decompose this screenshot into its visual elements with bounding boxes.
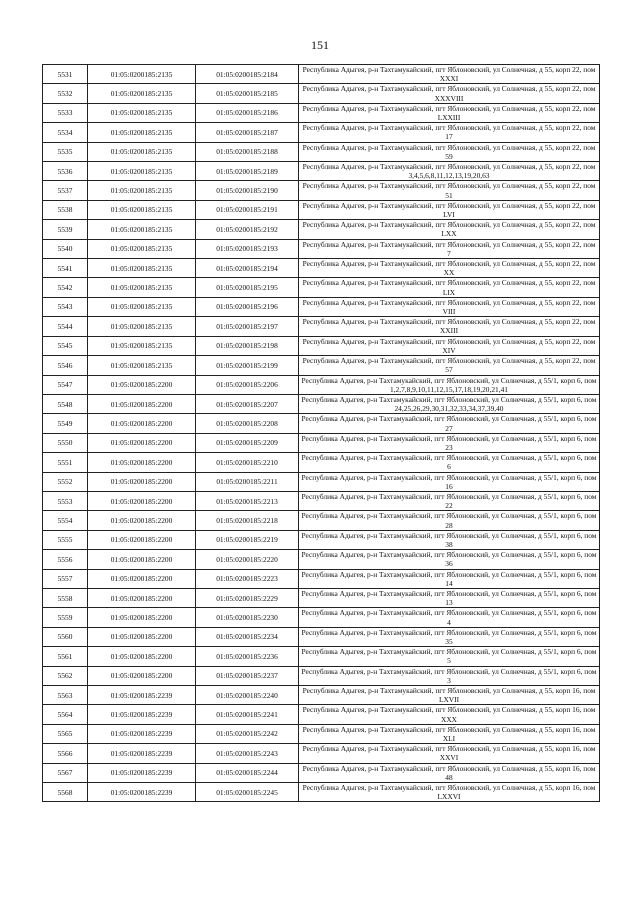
table-row xyxy=(43,297,600,316)
row-number-cell: 5551 xyxy=(43,453,88,472)
address-cell: Республика Адыгея, р-н Тахтамукайский, пгт Яблоновский, ул Солнечная, д 55/1, корп 6, пом 23 xyxy=(299,433,600,452)
parent-cadastral-number-cell: 01:05:0200185:2135 xyxy=(88,220,196,239)
address-cell: Республика Адыгея, р-н Тахтамукайский, пгт Яблоновский, ул Солнечная, д 55, корп 22, пом XXXVIII xyxy=(299,84,600,103)
address-cell: Республика Адыгея, р-н Тахтамукайский, пгт Яблоновский, ул Солнечная, д 55, корп 22, пом XIV xyxy=(299,336,600,355)
row-number-cell: 5544 xyxy=(43,317,88,336)
cadastral-number-cell: 01:05:0200185:2241 xyxy=(196,705,299,724)
row-number-cell: 5565 xyxy=(43,724,88,743)
row-number-cell: 5564 xyxy=(43,705,88,724)
address-cell: Республика Адыгея, р-н Тахтамукайский, пгт Яблоновский, ул Солнечная, д 55/1, корп 6, пом 1,2,7,8,9,10,11,12,15,17,18,19,20,21,41 xyxy=(299,375,600,394)
row-number-cell: 5537 xyxy=(43,181,88,200)
cadastral-number-cell: 01:05:0200185:2211 xyxy=(196,472,299,491)
parent-cadastral-number-cell: 01:05:0200185:2200 xyxy=(88,666,196,685)
table-row xyxy=(43,65,600,84)
address-cell: Республика Адыгея, р-н Тахтамукайский, пгт Яблоновский, ул Солнечная, д 55/1, корп 6, пом 22 xyxy=(299,491,600,510)
row-number-cell: 5567 xyxy=(43,763,88,782)
table-row xyxy=(43,181,600,200)
parent-cadastral-number-cell: 01:05:0200185:2135 xyxy=(88,239,196,258)
address-cell: Республика Адыгея, р-н Тахтамукайский, пгт Яблоновский, ул Солнечная, д 55/1, корп 6, пом 28 xyxy=(299,511,600,530)
row-number-cell: 5542 xyxy=(43,278,88,297)
table-row xyxy=(43,200,600,219)
cadastral-number-cell: 01:05:0200185:2219 xyxy=(196,530,299,549)
cadastral-number-cell: 01:05:0200185:2191 xyxy=(196,200,299,219)
address-cell: Республика Адыгея, р-н Тахтамукайский, пгт Яблоновский, ул Солнечная, д 55, корп 22, пом XX xyxy=(299,259,600,278)
cadastral-number-cell: 01:05:0200185:2229 xyxy=(196,588,299,607)
cadastral-number-cell: 01:05:0200185:2199 xyxy=(196,356,299,375)
row-number-cell: 5548 xyxy=(43,394,88,413)
table-row xyxy=(43,705,600,724)
address-cell: Республика Адыгея, р-н Тахтамукайский, пгт Яблоновский, ул Солнечная, д 55, корп 16, пом LXXVI xyxy=(299,783,600,802)
cadastral-number-cell: 01:05:0200185:2230 xyxy=(196,608,299,627)
row-number-cell: 5536 xyxy=(43,162,88,181)
row-number-cell: 5553 xyxy=(43,491,88,510)
cadastral-number-cell: 01:05:0200185:2187 xyxy=(196,123,299,142)
table-row xyxy=(43,414,600,433)
row-number-cell: 5532 xyxy=(43,84,88,103)
row-number-cell: 5543 xyxy=(43,297,88,316)
address-cell: Республика Адыгея, р-н Тахтамукайский, пгт Яблоновский, ул Солнечная, д 55, корп 22, пом VIII xyxy=(299,297,600,316)
parent-cadastral-number-cell: 01:05:0200185:2200 xyxy=(88,569,196,588)
address-cell: Республика Адыгея, р-н Тахтамукайский, пгт Яблоновский, ул Солнечная, д 55, корп 22, пом 17 xyxy=(299,123,600,142)
address-cell: Республика Адыгея, р-н Тахтамукайский, пгт Яблоновский, ул Солнечная, д 55, корп 22, пом 7 xyxy=(299,239,600,258)
table-row xyxy=(43,783,600,802)
table-row xyxy=(43,550,600,569)
cadastral-number-cell: 01:05:0200185:2242 xyxy=(196,724,299,743)
table-row xyxy=(43,686,600,705)
row-number-cell: 5539 xyxy=(43,220,88,239)
cadastral-number-cell: 01:05:0200185:2237 xyxy=(196,666,299,685)
address-cell: Республика Адыгея, р-н Тахтамукайский, пгт Яблоновский, ул Солнечная, д 55, корп 22, пом 57 xyxy=(299,356,600,375)
parent-cadastral-number-cell: 01:05:0200185:2239 xyxy=(88,783,196,802)
parent-cadastral-number-cell: 01:05:0200185:2200 xyxy=(88,375,196,394)
row-number-cell: 5533 xyxy=(43,103,88,122)
table-row xyxy=(43,588,600,607)
row-number-cell: 5535 xyxy=(43,142,88,161)
cadastral-number-cell: 01:05:0200185:2194 xyxy=(196,259,299,278)
cadastral-number-cell: 01:05:0200185:2208 xyxy=(196,414,299,433)
row-number-cell: 5552 xyxy=(43,472,88,491)
row-number-cell: 5558 xyxy=(43,588,88,607)
address-cell: Республика Адыгея, р-н Тахтамукайский, пгт Яблоновский, ул Солнечная, д 55, корп 22, пом XXXI xyxy=(299,65,600,84)
parent-cadastral-number-cell: 01:05:0200185:2239 xyxy=(88,763,196,782)
address-cell: Республика Адыгея, р-н Тахтамукайский, пгт Яблоновский, ул Солнечная, д 55, корп 16, пом 48 xyxy=(299,763,600,782)
table-row xyxy=(43,666,600,685)
table-row xyxy=(43,511,600,530)
parent-cadastral-number-cell: 01:05:0200185:2135 xyxy=(88,317,196,336)
parent-cadastral-number-cell: 01:05:0200185:2135 xyxy=(88,259,196,278)
parent-cadastral-number-cell: 01:05:0200185:2239 xyxy=(88,744,196,763)
cadastral-number-cell: 01:05:0200185:2207 xyxy=(196,394,299,413)
table-row xyxy=(43,123,600,142)
parent-cadastral-number-cell: 01:05:0200185:2135 xyxy=(88,65,196,84)
row-number-cell: 5557 xyxy=(43,569,88,588)
parent-cadastral-number-cell: 01:05:0200185:2135 xyxy=(88,336,196,355)
cadastral-number-cell: 01:05:0200185:2206 xyxy=(196,375,299,394)
table-row xyxy=(43,724,600,743)
table-row xyxy=(43,375,600,394)
address-cell: Республика Адыгея, р-н Тахтамукайский, пгт Яблоновский, ул Солнечная, д 55/1, корп 6, пом 38 xyxy=(299,530,600,549)
cadastral-number-cell: 01:05:0200185:2223 xyxy=(196,569,299,588)
table-row xyxy=(43,530,600,549)
table-row xyxy=(43,103,600,122)
row-number-cell: 5561 xyxy=(43,647,88,666)
address-cell: Республика Адыгея, р-н Тахтамукайский, пгт Яблоновский, ул Солнечная, д 55, корп 16, пом XXVI xyxy=(299,744,600,763)
address-cell: Республика Адыгея, р-н Тахтамукайский, пгт Яблоновский, ул Солнечная, д 55, корп 22, пом LIX xyxy=(299,278,600,297)
address-cell: Республика Адыгея, р-н Тахтамукайский, пгт Яблоновский, ул Солнечная, д 55/1, корп 6, пом 6 xyxy=(299,453,600,472)
row-number-cell: 5534 xyxy=(43,123,88,142)
table-row xyxy=(43,394,600,413)
table-row xyxy=(43,278,600,297)
address-cell: Республика Адыгея, р-н Тахтамукайский, пгт Яблоновский, ул Солнечная, д 55, корп 22, пом XXIII xyxy=(299,317,600,336)
cadastral-number-cell: 01:05:0200185:2190 xyxy=(196,181,299,200)
parent-cadastral-number-cell: 01:05:0200185:2135 xyxy=(88,103,196,122)
address-cell: Республика Адыгея, р-н Тахтамукайский, пгт Яблоновский, ул Солнечная, д 55/1, корп 6, пом 14 xyxy=(299,569,600,588)
parent-cadastral-number-cell: 01:05:0200185:2239 xyxy=(88,724,196,743)
address-cell: Республика Адыгея, р-н Тахтамукайский, пгт Яблоновский, ул Солнечная, д 55, корп 16, пом XLI xyxy=(299,724,600,743)
cadastral-number-cell: 01:05:0200185:2210 xyxy=(196,453,299,472)
table-row xyxy=(43,317,600,336)
address-cell: Республика Адыгея, р-н Тахтамукайский, пгт Яблоновский, ул Солнечная, д 55, корп 22, пом 59 xyxy=(299,142,600,161)
row-number-cell: 5555 xyxy=(43,530,88,549)
cadastral-number-cell: 01:05:0200185:2198 xyxy=(196,336,299,355)
cadastral-number-cell: 01:05:0200185:2195 xyxy=(196,278,299,297)
row-number-cell: 5556 xyxy=(43,550,88,569)
parent-cadastral-number-cell: 01:05:0200185:2200 xyxy=(88,588,196,607)
parent-cadastral-number-cell: 01:05:0200185:2200 xyxy=(88,550,196,569)
parent-cadastral-number-cell: 01:05:0200185:2239 xyxy=(88,686,196,705)
cadastral-number-cell: 01:05:0200185:2234 xyxy=(196,627,299,646)
table-row xyxy=(43,453,600,472)
table-row xyxy=(43,239,600,258)
row-number-cell: 5538 xyxy=(43,200,88,219)
row-number-cell: 5549 xyxy=(43,414,88,433)
parent-cadastral-number-cell: 01:05:0200185:2200 xyxy=(88,530,196,549)
cadastral-number-cell: 01:05:0200185:2185 xyxy=(196,84,299,103)
parent-cadastral-number-cell: 01:05:0200185:2135 xyxy=(88,356,196,375)
table-row xyxy=(43,744,600,763)
address-cell: Республика Адыгея, р-н Тахтамукайский, пгт Яблоновский, ул Солнечная, д 55, корп 22, пом LVI xyxy=(299,200,600,219)
cadastral-number-cell: 01:05:0200185:2189 xyxy=(196,162,299,181)
cadastral-number-cell: 01:05:0200185:2192 xyxy=(196,220,299,239)
address-cell: Республика Адыгея, р-н Тахтамукайский, пгт Яблоновский, ул Солнечная, д 55/1, корп 6, пом 35 xyxy=(299,627,600,646)
parent-cadastral-number-cell: 01:05:0200185:2200 xyxy=(88,394,196,413)
registry-table xyxy=(42,64,600,802)
cadastral-number-cell: 01:05:0200185:2245 xyxy=(196,783,299,802)
cadastral-number-cell: 01:05:0200185:2243 xyxy=(196,744,299,763)
table-row xyxy=(43,259,600,278)
table-row xyxy=(43,336,600,355)
cadastral-number-cell: 01:05:0200185:2186 xyxy=(196,103,299,122)
table-row xyxy=(43,84,600,103)
row-number-cell: 5541 xyxy=(43,259,88,278)
address-cell: Республика Адыгея, р-н Тахтамукайский, пгт Яблоновский, ул Солнечная, д 55/1, корп 6, пом 16 xyxy=(299,472,600,491)
table-row xyxy=(43,569,600,588)
cadastral-number-cell: 01:05:0200185:2209 xyxy=(196,433,299,452)
row-number-cell: 5547 xyxy=(43,375,88,394)
cadastral-number-cell: 01:05:0200185:2213 xyxy=(196,491,299,510)
address-cell: Республика Адыгея, р-н Тахтамукайский, пгт Яблоновский, ул Солнечная, д 55, корп 22, пом 3,4,5,6,8,11,12,13,19,20,63 xyxy=(299,162,600,181)
cadastral-number-cell: 01:05:0200185:2188 xyxy=(196,142,299,161)
row-number-cell: 5554 xyxy=(43,511,88,530)
row-number-cell: 5562 xyxy=(43,666,88,685)
table-row xyxy=(43,356,600,375)
address-cell: Республика Адыгея, р-н Тахтамукайский, пгт Яблоновский, ул Солнечная, д 55/1, корп 6, пом 3 xyxy=(299,666,600,685)
address-cell: Республика Адыгея, р-н Тахтамукайский, пгт Яблоновский, ул Солнечная, д 55/1, корп 6, пом 4 xyxy=(299,608,600,627)
page-number: 151 xyxy=(311,38,329,52)
row-number-cell: 5566 xyxy=(43,744,88,763)
cadastral-number-cell: 01:05:0200185:2236 xyxy=(196,647,299,666)
cadastral-number-cell: 01:05:0200185:2244 xyxy=(196,763,299,782)
parent-cadastral-number-cell: 01:05:0200185:2200 xyxy=(88,472,196,491)
address-cell: Республика Адыгея, р-н Тахтамукайский, пгт Яблоновский, ул Солнечная, д 55, корп 22, пом LXXIII xyxy=(299,103,600,122)
row-number-cell: 5540 xyxy=(43,239,88,258)
parent-cadastral-number-cell: 01:05:0200185:2200 xyxy=(88,647,196,666)
cadastral-number-cell: 01:05:0200185:2184 xyxy=(196,65,299,84)
address-cell: Республика Адыгея, р-н Тахтамукайский, пгт Яблоновский, ул Солнечная, д 55/1, корп 6, пом 5 xyxy=(299,647,600,666)
cadastral-number-cell: 01:05:0200185:2193 xyxy=(196,239,299,258)
parent-cadastral-number-cell: 01:05:0200185:2200 xyxy=(88,627,196,646)
parent-cadastral-number-cell: 01:05:0200185:2200 xyxy=(88,608,196,627)
cadastral-number-cell: 01:05:0200185:2220 xyxy=(196,550,299,569)
parent-cadastral-number-cell: 01:05:0200185:2239 xyxy=(88,705,196,724)
parent-cadastral-number-cell: 01:05:0200185:2135 xyxy=(88,278,196,297)
cadastral-number-cell: 01:05:0200185:2196 xyxy=(196,297,299,316)
table-row xyxy=(43,608,600,627)
parent-cadastral-number-cell: 01:05:0200185:2200 xyxy=(88,414,196,433)
registry-table-body xyxy=(43,65,600,802)
address-cell: Республика Адыгея, р-н Тахтамукайский, пгт Яблоновский, ул Солнечная, д 55/1, корп 6, пом 36 xyxy=(299,550,600,569)
table-row xyxy=(43,491,600,510)
parent-cadastral-number-cell: 01:05:0200185:2200 xyxy=(88,511,196,530)
parent-cadastral-number-cell: 01:05:0200185:2200 xyxy=(88,491,196,510)
table-row xyxy=(43,763,600,782)
parent-cadastral-number-cell: 01:05:0200185:2135 xyxy=(88,200,196,219)
cadastral-number-cell: 01:05:0200185:2240 xyxy=(196,686,299,705)
row-number-cell: 5568 xyxy=(43,783,88,802)
row-number-cell: 5559 xyxy=(43,608,88,627)
table-row xyxy=(43,433,600,452)
address-cell: Республика Адыгея, р-н Тахтамукайский, пгт Яблоновский, ул Солнечная, д 55, корп 22, пом LXX xyxy=(299,220,600,239)
row-number-cell: 5563 xyxy=(43,686,88,705)
parent-cadastral-number-cell: 01:05:0200185:2135 xyxy=(88,297,196,316)
parent-cadastral-number-cell: 01:05:0200185:2135 xyxy=(88,142,196,161)
address-cell: Республика Адыгея, р-н Тахтамукайский, пгт Яблоновский, ул Солнечная, д 55/1, корп 6, пом 24,25,26,29,30,31,32,33,34,37,39,40 xyxy=(299,394,600,413)
address-cell: Республика Адыгея, р-н Тахтамукайский, пгт Яблоновский, ул Солнечная, д 55, корп 16, пом LXVII xyxy=(299,686,600,705)
table-row xyxy=(43,472,600,491)
row-number-cell: 5560 xyxy=(43,627,88,646)
row-number-cell: 5550 xyxy=(43,433,88,452)
parent-cadastral-number-cell: 01:05:0200185:2200 xyxy=(88,453,196,472)
parent-cadastral-number-cell: 01:05:0200185:2135 xyxy=(88,84,196,103)
row-number-cell: 5546 xyxy=(43,356,88,375)
parent-cadastral-number-cell: 01:05:0200185:2135 xyxy=(88,181,196,200)
table-row xyxy=(43,220,600,239)
address-cell: Республика Адыгея, р-н Тахтамукайский, пгт Яблоновский, ул Солнечная, д 55, корп 22, пом 51 xyxy=(299,181,600,200)
row-number-cell: 5545 xyxy=(43,336,88,355)
cadastral-number-cell: 01:05:0200185:2197 xyxy=(196,317,299,336)
parent-cadastral-number-cell: 01:05:0200185:2200 xyxy=(88,433,196,452)
parent-cadastral-number-cell: 01:05:0200185:2135 xyxy=(88,123,196,142)
address-cell: Республика Адыгея, р-н Тахтамукайский, пгт Яблоновский, ул Солнечная, д 55/1, корп 6, пом 13 xyxy=(299,588,600,607)
cadastral-number-cell: 01:05:0200185:2218 xyxy=(196,511,299,530)
table-row xyxy=(43,142,600,161)
row-number-cell: 5531 xyxy=(43,65,88,84)
table-row xyxy=(43,627,600,646)
parent-cadastral-number-cell: 01:05:0200185:2135 xyxy=(88,162,196,181)
address-cell: Республика Адыгея, р-н Тахтамукайский, пгт Яблоновский, ул Солнечная, д 55/1, корп 6, пом 27 xyxy=(299,414,600,433)
table-row xyxy=(43,647,600,666)
table-row xyxy=(43,162,600,181)
address-cell: Республика Адыгея, р-н Тахтамукайский, пгт Яблоновский, ул Солнечная, д 55, корп 16, пом XXX xyxy=(299,705,600,724)
